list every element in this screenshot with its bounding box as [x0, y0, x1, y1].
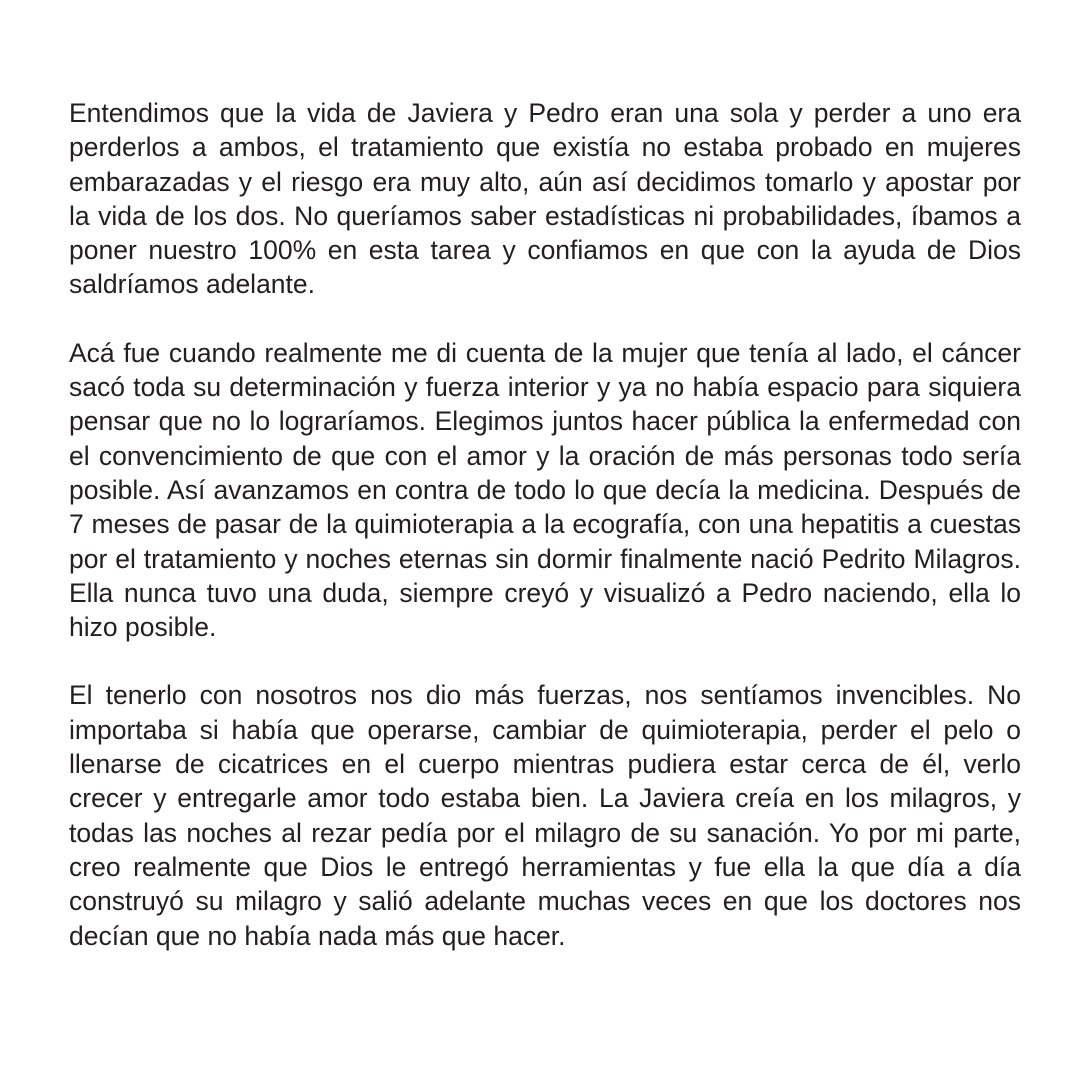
text-document [69, 96, 1021, 953]
paragraph-3: El tenerlo con nosotros nos dio más fuerzas, nos sentíamos invencibles. No importaba si había que operarse, cambiar de quimioterapia, perder el pelo o llenarse de cicatrices en el cuerpo mientras pudiera estar cerca de él, verlo crecer y entregarle amor todo estaba bien. La Javiera creía en los milagros, y todas las noches al rezar pedía por el milagro de su sanación. Yo por mi parte, creo realmente que Dios le entregó herramientas y fue ella la que día a día construyó su milagro y salió adelante muchas veces en que los doctores nos decían que no había nada más que hacer. [69, 680, 1021, 951]
paragraph-2: Acá fue cuando realmente me di cuenta de la mujer que tenía al lado, el cáncer sacó toda su determinación y fuerza interior y ya no había espacio para siquiera pensar que no lo lograríamos. Elegimos juntos hacer pública la enfermedad con el convencimiento de que con el amor y la oración de más personas todo sería posible. Así avanzamos en contra de todo lo que decía la medicina. Después de 7 meses de pasar de la quimioterapia a la ecografía, con una hepatitis a cuestas por el tratamiento y noches eternas sin dormir finalmente nació Pedrito Milagros. Ella nunca tuvo una duda, siempre creyó y visualizó a Pedro naciendo, ella lo hizo posible. [69, 337, 1021, 643]
paragraph-1: Entendimos que la vida de Javiera y Pedro eran una sola y perder a uno era perderlos a ambos, el tratamiento que existía no estaba probado en mujeres embarazadas y el riesgo era muy alto, aún así decidimos tomarlo y apostar por la vida de los dos. No queríamos saber estadísticas ni probabilidades, íbamos a poner nuestro 100% en esta tarea y confiamos en que con la ayuda de Dios saldríamos adelante. [69, 98, 1021, 300]
